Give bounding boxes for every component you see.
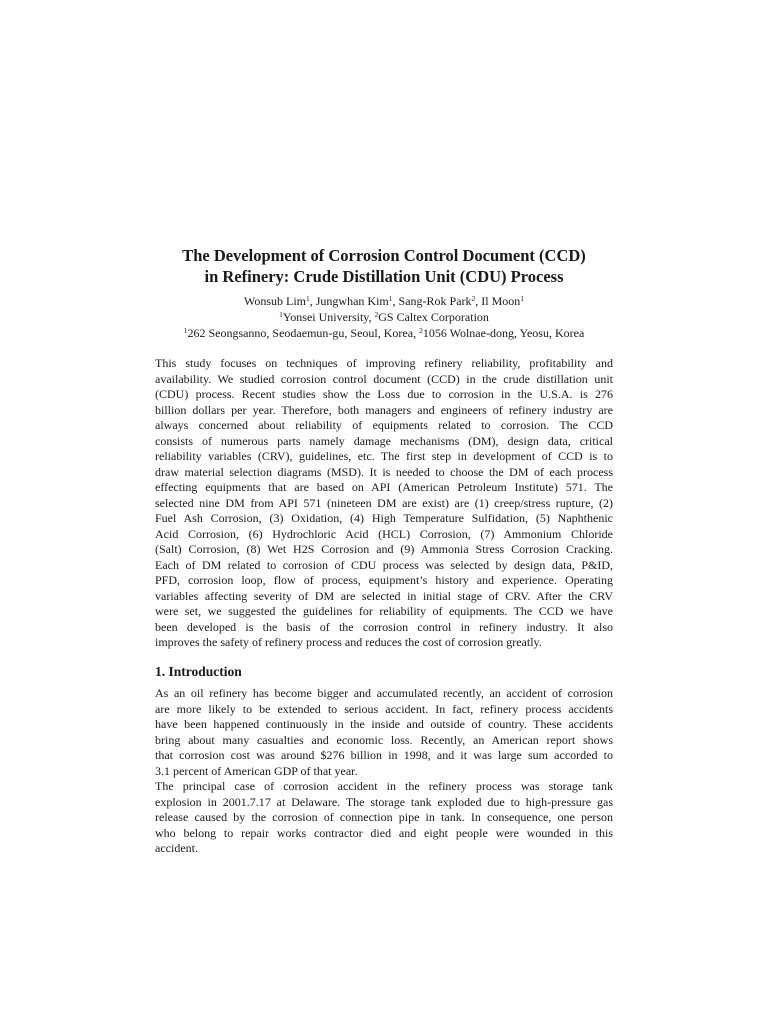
paper-title (100, 245, 668, 287)
title-line-2: in Refinery: Crude Distillation Unit (CDU) Process (204, 267, 564, 286)
text-line: The principal case of corrosion accident in the refinery process was storage tank (155, 779, 613, 793)
text-line: variables affecting severity of DM are selected in initial stage of CRV. After the CRV (155, 588, 613, 603)
affiliation-2: GS Caltex Corporation (378, 310, 489, 324)
text-line: were set, we suggested the guidelines for reliability of equipments. The CCD we have (155, 604, 613, 618)
author-affiliation-mark: 1 (306, 294, 310, 303)
affiliations: $^1$Yonsei University, $^2$GS Caltex Corporation (279, 310, 489, 324)
text-line: are more likely to be extended to serious accident. In fact, refinery process accidents (155, 701, 613, 716)
text-line: Each of DM related to corrosion of CDU process was selected by design data, P&ID, (155, 557, 613, 572)
text-line: consists of numerous parts namely damage mechanisms (DM), design data, critical (155, 433, 613, 448)
author-name: Wonsub Lim (243, 294, 307, 308)
text-line: effecting equipments that are based on API (American Petroleum Institute) 571. The (155, 480, 613, 494)
text-line: bring about many casualties and economic loss. Recently, an American report shows (155, 732, 613, 747)
author-affiliation-mark: 1 (520, 294, 525, 303)
address-1: 262 Seongsanno, Seodaemun-gu, Seoul, Korea, (187, 326, 420, 340)
text-line: draw material selection diagrams (MSD). It is needed to choose the DM of each process (155, 464, 613, 479)
author-affiliation-mark: 2 (471, 294, 476, 303)
title-line-1: The Development of Corrosion Control Document (CCD) (182, 246, 586, 265)
text-line: Acid Corrosion, (6) Hydrochloric Acid (HCL) Corrosion, (7) Ammonium Chloride (155, 526, 613, 541)
text-line: been developed is the basis of the corrosion control in refinery industry. It also (155, 619, 613, 634)
text-line: This study focuses on techniques of improving refinery reliability, profitability and (155, 356, 613, 370)
text-line: (Salt) Corrosion, (8) Wet H2S Corrosion and (9) Ammonia Stress Corrosion Cracking. (155, 542, 613, 556)
addresses: $^1$262 Seongsanno, Seodaemun-gu, Seoul, Korea, $^2$1056 Wolnae-dong, Yeosu, Korea (183, 326, 585, 340)
text-line: 3.1 percent of American GDP of that year. (155, 763, 358, 778)
author-name: Jungwhan Kim (315, 294, 389, 308)
text-line: improves the safety of refinery process and reduces the cost of corrosion greatly. (155, 635, 542, 649)
author-block (100, 293, 668, 341)
author-name: Sang-Rok Park (398, 294, 472, 308)
author-names: Wonsub Lim$^1$, Jungwhan Kim$^1$, Sang-Rok Park$^2$, Il Moon$^1$ (243, 294, 525, 308)
text-line: accident. (155, 841, 198, 855)
introduction-body (155, 686, 613, 857)
section-heading-introduction: 1. Introduction (155, 664, 242, 679)
text-line: explosion in 2001.7.17 at Delaware. The storage tank exploded due to high-pressure gas (155, 794, 613, 809)
text-line: Fuel Ash Corrosion, (3) Oxidation, (4) High Temperature Sulfidation, (5) Naphthenic (155, 511, 613, 525)
text-line: selected nine DM from API 571 (nineteen DM are exist) are (1) creep/stress rupture, (2) (155, 495, 613, 510)
text-line: always concerned about reliability of equipments related to corrosion. The CCD (155, 418, 613, 432)
text-line: reliability variables (CRV), guidelines, etc. The first step in development of CCD is to (155, 449, 613, 463)
text-line: who belong to repair works contractor died and eight people were wounded in this (155, 825, 613, 840)
text-line: release caused by the corrosion of connection pipe in tank. In consequence, one person (155, 810, 613, 824)
author-affiliation-mark: 1 (388, 294, 393, 303)
text-line: billion dollars per year. Therefore, both managers and engineers of refinery industry are (155, 402, 613, 417)
abstract (155, 356, 613, 651)
author-name: Il Moon (481, 294, 521, 308)
text-line: that corrosion cost was around $276 billion in 1998, and it was large sum accorded to (155, 748, 613, 762)
address-2: 1056 Wolnae-dong, Yeosu, Korea (422, 326, 585, 340)
text-line: (CDU) process. Recent studies show the Loss due to corrosion in the U.S.A. is 276 (155, 387, 613, 401)
text-line: As an oil refinery has become bigger and accumulated recently, an accident of corrosion (155, 686, 613, 700)
affiliation-1: Yonsei University, (282, 310, 375, 324)
text-line: have been happened continuously in the inside and outside of country. These accidents (155, 717, 613, 731)
text-line: availability. We studied corrosion control document (CCD) in the crude distillation unit (155, 371, 613, 386)
text-line: PFD, corrosion loop, flow of process, equipment’s history and experience. Operating (155, 573, 613, 587)
